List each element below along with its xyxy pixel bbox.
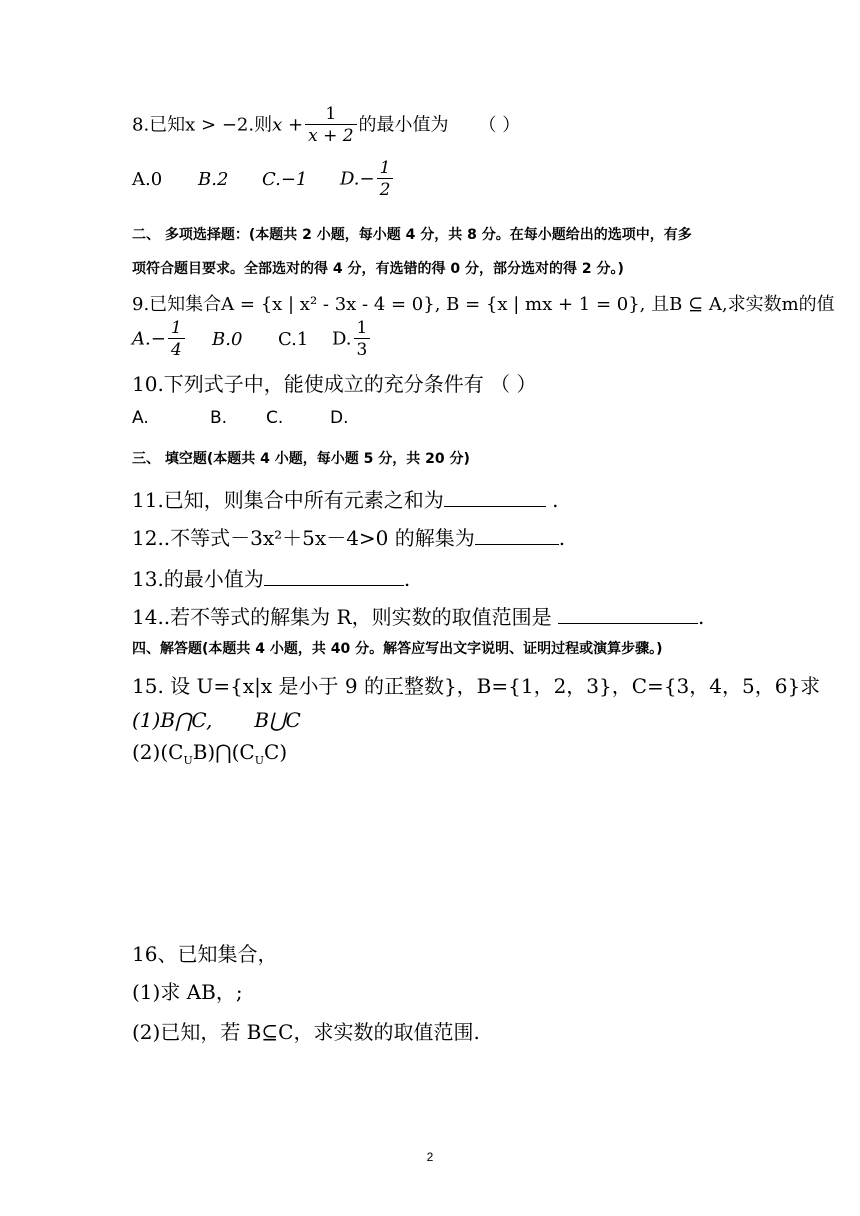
q8-option-c: C.−1 bbox=[262, 168, 308, 190]
q15-part2-mid: B)⋂(C bbox=[192, 740, 255, 764]
question-14 bbox=[132, 601, 704, 630]
q9-option-d-frac bbox=[354, 318, 371, 361]
page-number: 2 bbox=[426, 1150, 434, 1164]
q10-option-a: A. bbox=[132, 408, 149, 428]
q8-option-d-frac bbox=[377, 158, 394, 201]
q8-option-b: B.2 bbox=[198, 168, 229, 190]
q9-option-a-prefix: A.− bbox=[132, 328, 166, 350]
q12-end: . bbox=[558, 526, 566, 550]
q9-option-d bbox=[332, 318, 372, 361]
q8-option-d-prefix: D.− bbox=[340, 168, 375, 190]
question-11 bbox=[132, 484, 559, 513]
q12-text: 12..不等式－3x²＋5x－4>0 的解集为 bbox=[132, 526, 475, 550]
q15-part2-start: (2)(C bbox=[132, 740, 184, 764]
q10-option-c: C. bbox=[266, 408, 284, 428]
question-10: 10.下列式子中，能使成立的充分条件有 （ ） bbox=[132, 372, 537, 396]
q10-options bbox=[132, 408, 349, 428]
question-15: 15. 设 U={x|x 是小于 9 的正整数}，B={1，2，3}，C={3，4，5，6}求 bbox=[132, 674, 821, 698]
q15-part-1 bbox=[132, 708, 301, 732]
q13-end: . bbox=[403, 567, 411, 591]
q15-part2-end: C) bbox=[264, 740, 288, 764]
q8-x: x + bbox=[272, 114, 304, 136]
question-8 bbox=[132, 104, 520, 147]
q8-options bbox=[132, 158, 395, 201]
section-2-heading-line1: 二、 多项选择题：(本题共 2 小题，每小题 4 分，共 8 分。在每小题给出的选项中，有多 bbox=[132, 227, 692, 243]
section-3-heading: 三、 填空题(本题共 4 小题，每小题 5 分，共 20 分) bbox=[132, 451, 470, 467]
q8-option-d-den: 2 bbox=[377, 178, 394, 201]
q8-prefix: 8.已知x > −2.则 bbox=[132, 114, 273, 136]
q13-answer-blank bbox=[264, 567, 404, 586]
q11-text: 11.已知，则集合中所有元素之和为 bbox=[132, 488, 444, 512]
q8-option-a: A.0 bbox=[132, 168, 163, 190]
q9-option-a-num: 1 bbox=[170, 318, 182, 338]
question-9: 9.已知集合A = {x | x² - 3x - 4 = 0}, B = {x | mx + 1 = 0}, 且B ⊆ A,求实数m的值 bbox=[132, 294, 835, 315]
q14-end: . bbox=[697, 605, 705, 629]
q9-option-b: B.0 bbox=[212, 328, 243, 350]
q14-text: 14..若不等式的解集为 R，则实数的取值范围是 bbox=[132, 605, 558, 629]
q9-option-a bbox=[132, 318, 212, 361]
question-16: 16、已知集合， bbox=[132, 942, 278, 966]
q9-option-d-num: 1 bbox=[356, 318, 368, 338]
question-12 bbox=[132, 522, 565, 551]
q9-options bbox=[132, 318, 372, 361]
q8-frac-den: x + 2 bbox=[305, 124, 356, 147]
q10-option-b: B. bbox=[210, 408, 228, 428]
q15-part1-intersection: (1)B⋂C, bbox=[132, 708, 213, 732]
q8-fraction bbox=[305, 104, 356, 147]
q15-part2-sub2: U bbox=[254, 754, 265, 767]
q16-part-1: (1)求 AB，; bbox=[132, 980, 243, 1004]
q15-part-2 bbox=[132, 740, 287, 767]
q9-option-a-den: 4 bbox=[168, 338, 185, 361]
q9-option-a-frac bbox=[168, 318, 185, 361]
q11-end: . bbox=[545, 488, 559, 512]
q9-option-c: C.1 bbox=[278, 328, 309, 350]
q8-frac-num: 1 bbox=[325, 104, 337, 124]
q8-option-d-num: 1 bbox=[379, 158, 391, 178]
q12-answer-blank bbox=[475, 526, 559, 545]
q8-paren: （ ） bbox=[478, 114, 521, 136]
q10-option-d: D. bbox=[330, 408, 349, 428]
q16-part-2: (2)已知，若 B⊆C，求实数的取值范围. bbox=[132, 1020, 480, 1044]
section-4-heading: 四、解答题(本题共 4 小题，共 40 分。解答应写出文字说明、证明过程或演算步骤。) bbox=[132, 641, 663, 657]
q9-option-d-den: 3 bbox=[354, 338, 371, 361]
q8-suffix: 的最小值为 bbox=[358, 114, 449, 136]
q14-answer-blank bbox=[558, 605, 698, 624]
question-13 bbox=[132, 563, 410, 592]
q13-text: 13.的最小值为 bbox=[132, 567, 264, 591]
q8-option-d bbox=[340, 158, 395, 201]
q15-part2-sub: U bbox=[183, 754, 193, 767]
q11-answer-blank bbox=[444, 488, 546, 507]
q15-part1-union: B⋃C bbox=[254, 708, 301, 732]
section-2-heading-line2: 项符合题目要求。全部选对的得 4 分，有选错的得 0 分，部分选对的得 2 分。) bbox=[132, 261, 624, 277]
q9-option-d-prefix: D. bbox=[332, 328, 352, 350]
